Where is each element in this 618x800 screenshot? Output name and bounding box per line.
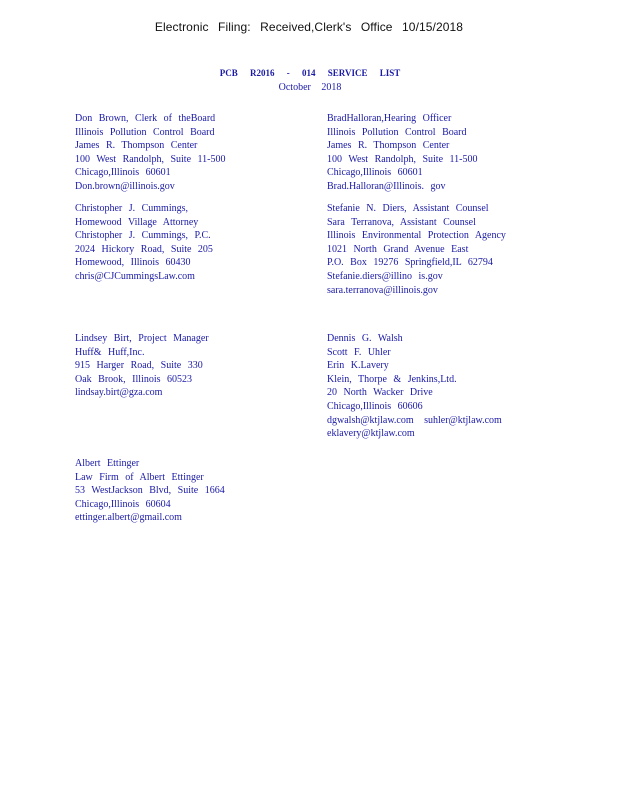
contact-line: Illinois Pollution Control Board [327, 126, 467, 138]
page-date: October 2018 [278, 82, 342, 93]
contact-email: Brad.Halloran@Illinois. gov [327, 180, 446, 192]
contact-stefanie-diers [327, 202, 506, 297]
contact-line: 1021 North Grand Avenue East [327, 243, 469, 255]
page-title: PCB R2016 - 014 SERVICE LIST [219, 68, 401, 78]
contact-line: 20 North Wacker Drive [327, 387, 433, 399]
contact-line: Chicago,Illinois 60606 [327, 400, 423, 412]
contact-line: Homewood, Illinois 60430 [75, 257, 191, 269]
contact-email: dgwalsh@ktjlaw.com suhler@ktjlaw.com [327, 414, 502, 426]
contact-line: Christopher J. Cummings, P.C. [75, 230, 211, 242]
contact-line: Chicago,Illinois 60601 [75, 167, 171, 179]
contact-line: Klein, Thorpe & Jenkins,Ltd. [327, 373, 457, 385]
contact-email: lindsay.birt@gza.com [75, 387, 163, 399]
contact-line: Sara Terranova, Assistant Counsel [327, 216, 476, 228]
contact-line: Chicago,Illinois 60604 [75, 498, 171, 510]
contact-line: Lindsey Birt, Project Manager [75, 333, 209, 344]
contact-don-brown [75, 112, 225, 194]
contact-lindsey-birt [75, 332, 209, 400]
contact-line: 2024 Hickory Road, Suite 205 [75, 243, 213, 255]
filing-stamp: Electronic Filing: Received,Clerk's Office 10/15/2018 [154, 20, 464, 34]
contact-line: Homewood Village Attorney [75, 216, 199, 228]
contact-line: Dennis G. Walsh [327, 333, 403, 344]
contact-dennis-walsh [327, 332, 502, 441]
contact-line: 915 Harger Road, Suite 330 [75, 360, 203, 372]
contact-line: James R. Thompson Center [75, 140, 198, 152]
contact-line: P.O. Box 19276 Springfield,IL 62794 [327, 257, 493, 269]
contact-albert-ettinger [75, 457, 225, 525]
contact-line: 53 WestJackson Blvd, Suite 1664 [75, 485, 225, 497]
contact-line: Illinois Pollution Control Board [75, 126, 215, 138]
contact-line: Christopher J. Cummings, [75, 203, 189, 214]
contact-line: Don Brown, Clerk of theBoard [75, 113, 216, 124]
contact-line: 100 West Randolph, Suite 11-500 [75, 153, 226, 165]
contact-email: Don.brown@illinois.gov [75, 180, 175, 192]
contact-line: Oak Brook, Illinois 60523 [75, 373, 192, 385]
contact-email: eklavery@ktjlaw.com [327, 428, 415, 440]
contact-email: ettinger.albert@gmail.com [75, 512, 182, 524]
contact-line: Huff& Huff,Inc. [75, 346, 145, 358]
contact-email: Stefanie.diers@illino is.gov [327, 270, 443, 282]
contact-line: James R. Thompson Center [327, 140, 450, 152]
contact-line: Albert Ettinger [75, 458, 140, 469]
contact-line: 100 West Randolph, Suite 11-500 [327, 153, 478, 165]
contact-line: Scott F. Uhler [327, 346, 391, 358]
contact-email: sara.terranova@illinois.gov [327, 284, 438, 296]
contact-line: Chicago,Illinois 60601 [327, 167, 423, 179]
contact-email: chris@CJCummingsLaw.com [75, 270, 195, 282]
contact-brad-halloran [327, 112, 477, 194]
contact-line: BradHalloran,Hearing Officer [327, 113, 452, 124]
contact-christopher-cummings [75, 202, 213, 284]
contact-line: Stefanie N. Diers, Assistant Counsel [327, 203, 489, 214]
contact-line: Erin K.Lavery [327, 360, 389, 372]
contact-line: Law Firm of Albert Ettinger [75, 471, 204, 483]
contact-line: Illinois Environmental Protection Agency [327, 230, 506, 242]
